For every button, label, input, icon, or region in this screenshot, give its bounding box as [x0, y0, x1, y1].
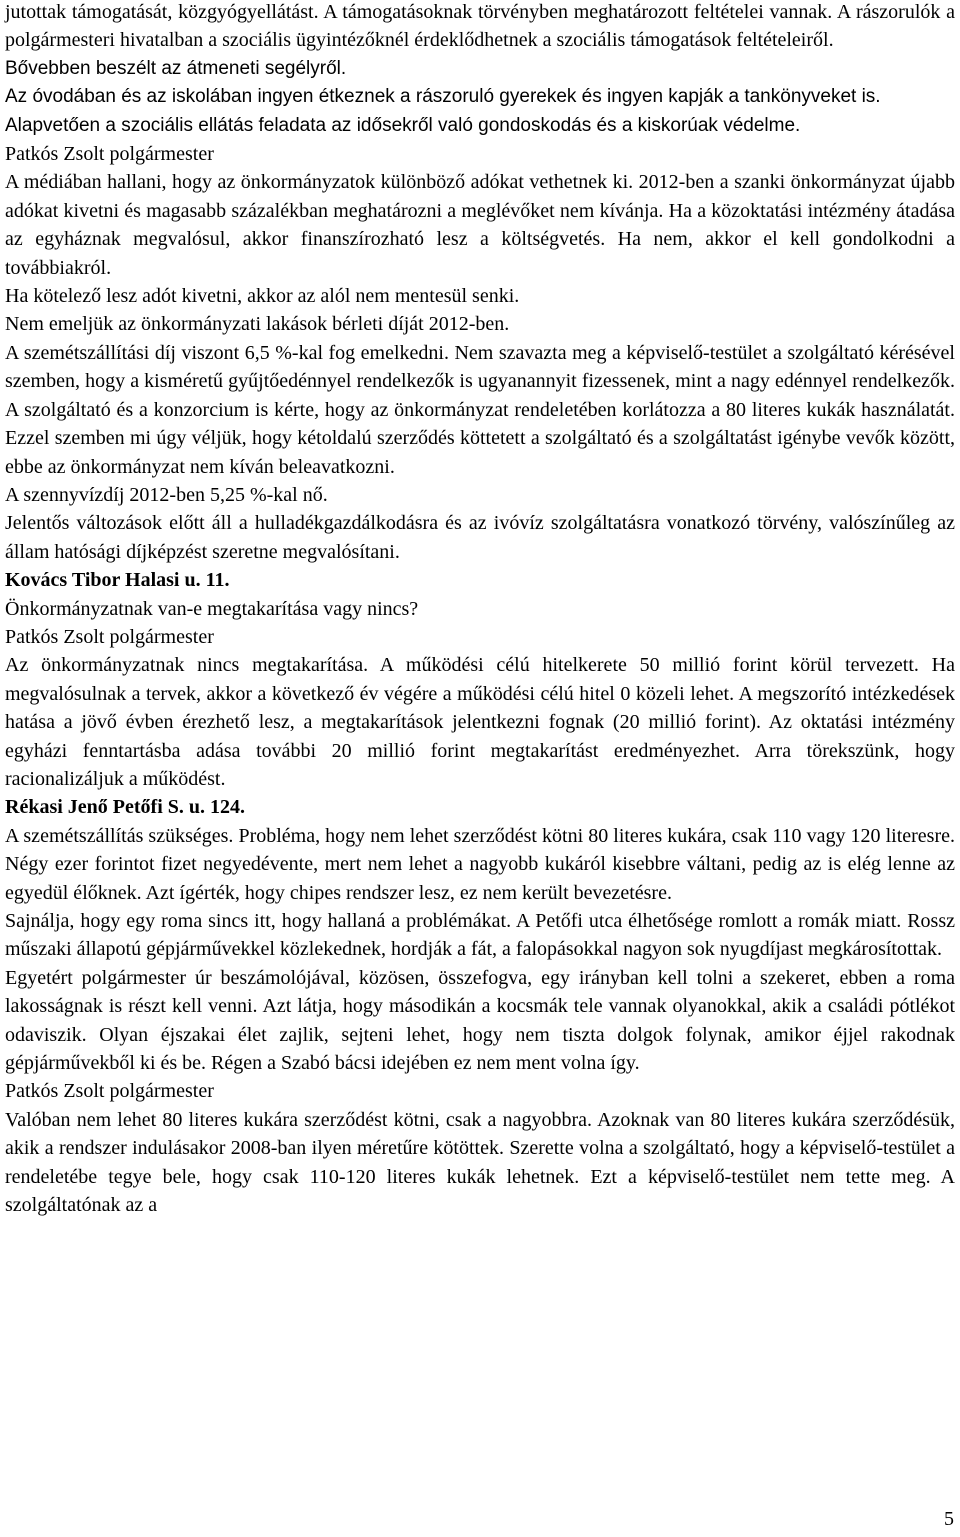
paragraph: Valóban nem lehet 80 literes kukára szerződést kötni, csak a nagyobbra. Azoknak van 80 literes kukára szerződésük, akik a rendszer indulásakor 2008-ban ilyen méretűre kötöttek. Szerette volna a szolgáltató, hogy a képviselő-testület a rendeletébe tegye bele, hogy csak 110-120 literes kukák lehetnek. Ezt a képviselő-testület nem tette meg. A szolgáltatónak az a — [5, 1108, 955, 1217]
speaker-heading: Patkós Zsolt polgármester — [5, 1080, 214, 1103]
paragraph: Önkormányzatnak van-e megtakarítása vagy nincs? — [5, 597, 419, 620]
paragraph: A szemétszállítás szükséges. Probléma, hogy nem lehet szerződést kötni 80 literes kukára, csak 110 vagy 120 literesre. Négy ezer forintot fizet negyedévente, mert nem lehet a nagyobb kukáról kisebbre váltani, pedig az is elég lenne az egyedül élőknek. Azt ígérték, hogy chipes rendszer lesz, ez nem került bevezetésre. — [5, 824, 955, 904]
speaker-heading: Rékasi Jenő Petőfi S. u. 124. — [5, 796, 245, 819]
page-number: 5 — [944, 1508, 954, 1530]
document-page — [5, 0, 955, 1219]
paragraph: Egyetért polgármester úr beszámolójával, közösen, összefogva, egy irányban kell tolni a szekeret, ebben a roma lakosságnak is részt kell venni. Azt látja, hogy másodikán a kocsmák tele vannak olyanokkal, akik a családi pótlékot odaviszik. Olyan éjszakai élet zajlik, sejteni lehet, hogy nem tiszta dolgok folynak, amikor éjjel rakodnak gépjárművekből ki és be. Régen a Szabó bácsi idejében ez nem ment volna így. — [5, 966, 955, 1075]
paragraph: Az önkormányzatnak nincs megtakarítása. A működési célú hitelkerete 50 millió forint körül tervezett. Ha megvalósulnak a tervek, akkor a következő év végére a működési célú hitel 0 közeli lehet. A megszorító intézkedések hatása a jövő évben érezhető lesz, a megtakarítások jelentkezni fognak (20 millió forint). Az oktatási intézmény egyházi fenntartásba adása további 20 millió forint megtakarítást eredményezhet. Arra törekszünk, hogy racionalizáljuk a működést. — [5, 654, 955, 790]
speaker-heading: Patkós Zsolt polgármester — [5, 625, 214, 648]
paragraph: A szemétszállítási díj viszont 6,5 %-kal fog emelkedni. Nem szavazta meg a képviselő-testület a szolgáltató kérésével szemben, hogy a kisméretű gyűjtőedénnyel rendelkezők is ugyanannyit fizessenek, mint a nagy edénnyel rendelkezők. A szolgáltató és a konzorcium is kérte, hogy az önkormányzat rendeletében korlátozza a 80 literes kukák használatát. Ezzel szemben mi úgy véljük, hogy kétoldalú szerződés köttetett a szolgáltató és a szolgáltatást igénybe vevők között, ebbe az önkormányzat nem kíván beleavatkozni. — [5, 341, 955, 478]
paragraph: A szennyvízdíj 2012-ben 5,25 %-kal nő. — [5, 483, 328, 506]
paragraph: A médiában hallani, hogy az önkormányzatok különböző adókat vethetnek ki. 2012-ben a szanki önkormányzat újabb adókat kivetni és magasabb százalékban meghatározni a meglévőket nem kívánja. Ha a közoktatási intézmény átadása az egyháznak megvalósul, akkor finanszírozható lesz a költségvetés. Ha nem, akkor el kell gondolkodni a továbbiakról. — [5, 171, 955, 279]
paragraph: Sajnálja, hogy egy roma sincs itt, hogy hallaná a problémákat. A Petőfi utca élhetősége romlott a romák miatt. Rossz műszaki állapotú gépjárművekkel közlekednek, hordják a fát, a falopásokkal nagyon sok nyugdíjast megkárosítottak. — [5, 910, 955, 961]
speaker-heading: Patkós Zsolt polgármester — [5, 143, 214, 166]
paragraph: jutottak támogatását, közgyógyellátást. A támogatásoknak törvényben meghatározott feltételei vannak. A rászorulók a polgármesteri hivatalban a szociális ügyintézőknél érdeklődhetnek a szociális támogatások feltételeiről. — [5, 1, 955, 52]
paragraph: Nem emeljük az önkormányzati lakások bérleti díját 2012-ben. — [5, 313, 510, 336]
paragraph: Bővebben beszélt az átmeneti segélyről. — [5, 57, 347, 79]
paragraph: Ha kötelező lesz adót kivetni, akkor az alól nem mentesül senki. — [5, 285, 520, 308]
paragraph: Alapvetően a szociális ellátás feladata az idősekről való gondoskodás és a kiskorúak védelme. — [5, 114, 801, 136]
paragraph: Az óvodában és az iskolában ingyen étkeznek a rászoruló gyerekek és ingyen kapják a tankönyveket is. — [5, 86, 881, 108]
paragraph: Jelentős változások előtt áll a hulladékgazdálkodásra és az ivóvíz szolgáltatásra vonatkozó törvény, valószínűleg az állam hatósági díjképzést szeretne megvalósítani. — [5, 512, 955, 563]
speaker-heading: Kovács Tibor Halasi u. 11. — [5, 569, 230, 592]
